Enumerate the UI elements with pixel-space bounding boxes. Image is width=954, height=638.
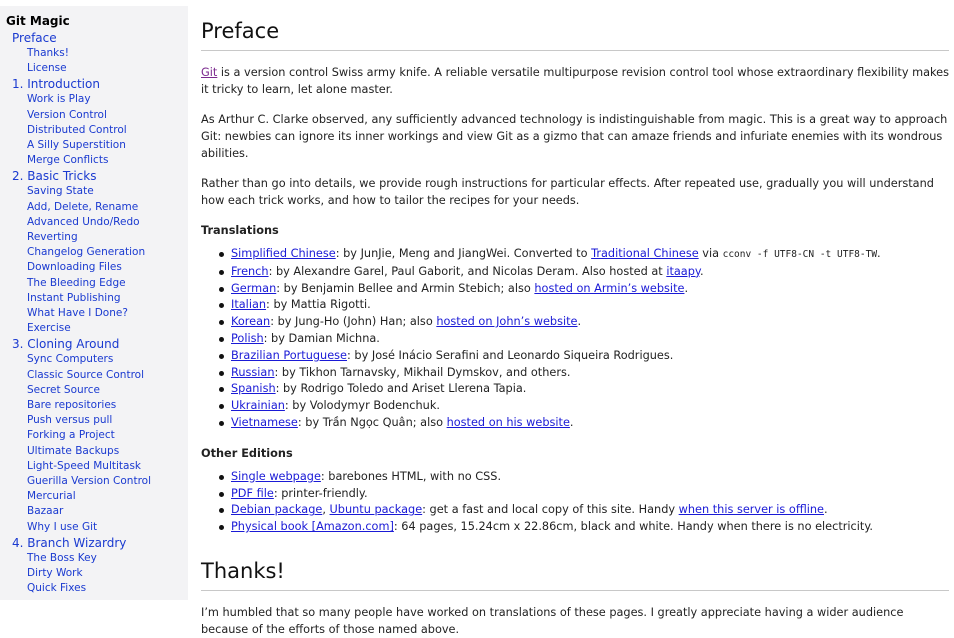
toc-section[interactable]: What Have I Done? — [27, 307, 128, 320]
translation-text: : by Volodymyr Bodenchuk. — [284, 399, 440, 413]
translation-link[interactable]: Traditional Chinese — [591, 247, 699, 260]
translation-link[interactable]: Brazilian Portuguese — [231, 348, 348, 362]
toc-chapter[interactable]: 2. Basic Tricks — [12, 169, 97, 184]
toc-section[interactable]: Ultimate Backups — [27, 444, 120, 457]
translation-text: : by Mattia Rigotti. — [266, 298, 371, 312]
translation-item — [231, 314, 949, 331]
toc-section[interactable]: License — [27, 62, 67, 75]
toc-section[interactable]: Dirty Work — [27, 567, 83, 580]
translation-text: . — [684, 281, 689, 295]
translation-text: : by Jung-Ho (John) Han; also — [270, 315, 437, 329]
translation-text: . — [877, 247, 881, 260]
toc-section[interactable]: Secret Source — [27, 383, 100, 396]
translation-link[interactable]: Polish — [231, 331, 264, 345]
translation-item — [231, 415, 949, 432]
toc-section[interactable]: Sync Computers — [27, 353, 114, 366]
book-title: Git Magic — [6, 14, 70, 28]
translation-text: via — [698, 247, 723, 260]
translations-heading: Translations — [201, 224, 279, 237]
toc-section[interactable]: The Boss Key — [27, 551, 97, 564]
translation-text: : by Trần Ngọc Quân; also — [297, 415, 447, 429]
toc-section[interactable]: Bare repositories — [27, 399, 117, 412]
edition-link[interactable]: Debian package — [231, 503, 323, 517]
translation-link[interactable]: Italian — [231, 298, 267, 312]
toc-section[interactable]: Mercurial — [27, 490, 76, 503]
translation-text: . — [569, 415, 574, 429]
translation-link[interactable]: French — [231, 264, 269, 278]
toc-section[interactable]: A Silly Superstition — [27, 139, 126, 152]
translations-list — [201, 246, 949, 432]
edition-text: , — [322, 503, 330, 517]
toc-section[interactable]: Forking a Project — [27, 429, 115, 442]
translation-item — [231, 381, 949, 398]
toc-section[interactable]: Distributed Control — [27, 123, 127, 136]
thanks-paragraph: I’m humbled that so many people have worked on translations of these pages. I greatly appreciate having a wider audience because of the efforts of those named above. — [201, 605, 904, 636]
translation-text: : by Rodrigo Toledo and Ariset Llerena Tapia. — [275, 382, 527, 396]
intro-paragraph — [201, 64, 949, 98]
toc-section[interactable]: Light-Speed Multitask — [27, 459, 142, 472]
toc-section[interactable]: Bazaar — [27, 505, 64, 518]
translation-text: : by JunJie, Meng and JiangWei. Converted to — [335, 247, 592, 260]
translation-link[interactable]: Russian — [231, 365, 275, 379]
translation-item — [231, 281, 949, 298]
toc-section[interactable]: Merge Conflicts — [27, 154, 109, 167]
translation-link[interactable]: Vietnamese — [231, 415, 298, 429]
translation-text: . — [577, 315, 582, 329]
toc-section[interactable]: Advanced Undo/Redo — [27, 215, 140, 228]
translation-link[interactable]: Ukrainian — [231, 399, 285, 413]
toc-section[interactable]: Add, Delete, Rename — [27, 200, 139, 213]
thanks-title: Thanks! — [201, 558, 949, 591]
toc-section[interactable]: Reverting — [27, 231, 78, 244]
sidebar-toc — [0, 6, 188, 600]
toc-chapter[interactable]: Preface — [12, 31, 57, 45]
edition-link[interactable]: Physical book [Amazon.com] — [231, 520, 394, 534]
translation-text: : by José Inácio Serafini and Leonardo Siqueira Rodrigues. — [347, 348, 674, 362]
edition-link[interactable]: when this server is offline — [678, 503, 824, 517]
toc-section[interactable]: Saving State — [27, 185, 94, 198]
git-link[interactable]: Git — [201, 66, 218, 79]
toc-chapter[interactable]: 4. Branch Wizardry — [12, 535, 127, 550]
translation-link[interactable]: hosted on his website — [446, 415, 570, 429]
translation-link[interactable]: German — [231, 281, 277, 295]
edition-text: : barebones HTML, with no CSS. — [320, 469, 502, 483]
translation-item — [231, 398, 949, 415]
translation-text: : by Damian Michna. — [263, 331, 380, 345]
edition-text: : 64 pages, 15.24cm x 22.86cm, black and white. Handy when there is no electricity. — [393, 520, 873, 534]
command-code: cconv -f UTF8-CN -t UTF8-TW — [722, 249, 878, 260]
edition-text: : printer-friendly. — [273, 486, 368, 500]
toc-section[interactable]: Why I use Git — [27, 520, 98, 533]
toc-section[interactable]: The Bleeding Edge — [27, 276, 126, 289]
toc-section[interactable]: Exercise — [27, 322, 71, 335]
translation-link[interactable]: Spanish — [231, 382, 276, 396]
toc-chapter[interactable]: 3. Cloning Around — [12, 337, 120, 352]
toc-section[interactable]: Push versus pull — [27, 414, 113, 427]
translation-item — [231, 246, 949, 264]
intro-text: is a version control Swiss army knife. A reliable versatile multipurpose revision control tool whose extraordinary flexibility makes it tricky to learn, let alone master. — [201, 66, 949, 96]
edition-item — [231, 486, 949, 503]
other-editions-heading: Other Editions — [201, 446, 293, 460]
edition-link[interactable]: Ubuntu package — [329, 503, 423, 517]
translation-link[interactable]: hosted on Armin’s website — [534, 281, 685, 295]
edition-text: : get a fast and local copy of this site. Handy — [422, 503, 679, 517]
edition-link[interactable]: Single webpage — [231, 469, 321, 483]
other-editions-list — [201, 469, 949, 536]
translation-link[interactable]: itaapy — [666, 264, 700, 278]
translation-item — [231, 297, 949, 314]
toc-section[interactable]: Downloading Files — [27, 261, 122, 274]
edition-link[interactable]: PDF file — [231, 486, 274, 500]
translation-text: . — [699, 264, 704, 278]
toc-section[interactable]: Changelog Generation — [27, 246, 146, 259]
toc-section[interactable]: Work is Play — [27, 93, 91, 106]
instructions-paragraph: Rather than go into details, we provide rough instructions for particular effects. After repeated use, gradually you will understand how each trick works, and how to tailor the recipes for your needs. — [201, 177, 934, 207]
translation-item — [231, 348, 949, 365]
translation-link[interactable]: Korean — [231, 315, 271, 329]
translation-item — [231, 264, 949, 281]
edition-text: . — [824, 503, 828, 517]
clarke-paragraph: As Arthur C. Clarke observed, any sufficiently advanced technology is indistinguishable from magic. This is a great way to approach Git: newbies can ignore its inner workings and view Git as a gizmo that can amaze friends and infuriate enemies with its wondrous abilities. — [201, 113, 948, 160]
edition-item — [231, 469, 949, 486]
translation-link[interactable]: Simplified Chinese — [231, 247, 336, 260]
translation-text: : by Alexandre Garel, Paul Gaborit, and Nicolas Deram. Also hosted at — [268, 264, 667, 278]
translation-item — [231, 365, 949, 382]
toc-section[interactable]: Version Control — [27, 108, 107, 121]
translation-text: : by Tikhon Tarnavsky, Mikhail Dymskov, and others. — [274, 365, 571, 379]
toc-section[interactable]: Classic Source Control — [27, 368, 145, 381]
main-content — [201, 0, 949, 636]
toc-section[interactable]: Instant Publishing — [27, 291, 121, 304]
toc-section[interactable]: Guerilla Version Control — [27, 475, 151, 488]
edition-item — [231, 502, 949, 519]
page-title: Preface — [201, 18, 949, 51]
translation-link[interactable]: hosted on John’s website — [436, 315, 578, 329]
translation-text: : by Benjamin Bellee and Armin Stebich; also — [276, 281, 535, 295]
toc-list — [0, 30, 188, 597]
toc-section[interactable]: Thanks! — [27, 47, 69, 59]
translation-item — [231, 331, 949, 348]
edition-item — [231, 519, 949, 536]
toc-chapter[interactable]: 1. Introduction — [12, 77, 100, 92]
toc-section[interactable]: Quick Fixes — [27, 582, 87, 595]
